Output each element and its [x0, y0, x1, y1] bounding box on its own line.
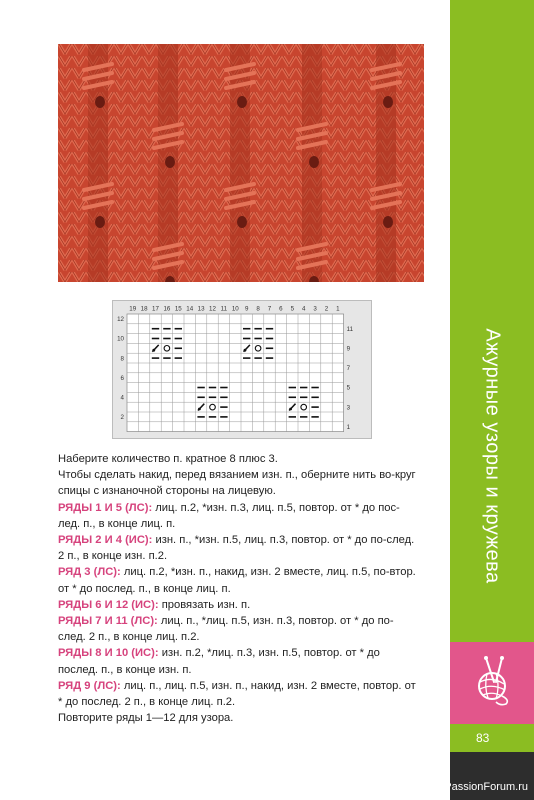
purl-dot-symbol [289, 408, 292, 411]
chart-column-number: 19 [129, 305, 137, 313]
chart-row-number: 9 [346, 345, 351, 353]
purl-rib [376, 44, 396, 282]
row-label: РЯДЫ 6 И 12 (ИС): [58, 598, 159, 611]
row-instruction-4 [58, 597, 418, 613]
row-text: изн. п., *изн. п.5, лиц. п.3, повтор. от * до по-след. 2 п., в конце изн. п.2. [58, 534, 415, 563]
chart-row-number: 2 [120, 414, 124, 422]
chart-row-number: 4 [120, 394, 124, 402]
chart-column-number: 17 [152, 305, 159, 313]
chart-column-numbers [129, 306, 340, 313]
chart-column-number: 3 [313, 305, 317, 313]
chart-row-numbers-right [347, 326, 354, 431]
row-label: РЯД 3 (ЛС): [58, 566, 121, 579]
chart-column-number: 12 [209, 305, 216, 313]
chapter-title: Ажурные узоры и кружева [481, 328, 504, 584]
watermark-text: PassionForum.ru [444, 781, 528, 793]
chart-row-number: 11 [346, 325, 354, 333]
intro-line-2: Чтобы сделать накид, перед вязанием изн. п., оберните нить во-круг спицы с изнаночной стороны на лицевую. [58, 469, 416, 498]
row-instruction-7 [58, 678, 418, 710]
purl-dot-symbol [244, 349, 247, 352]
chart-column-number: 1 [336, 305, 340, 313]
chart-row-number: 6 [120, 374, 124, 382]
row-text: провязать изн. п. [158, 598, 251, 611]
row-instruction-5 [58, 613, 418, 645]
purl-rib [230, 44, 250, 282]
chart-column-number: 8 [256, 305, 260, 313]
chapter-sidebar [450, 0, 534, 800]
row-text: изн. п.2, *лиц. п.3, изн. п.5, повтор. от * до послед. п., в конце изн. п. [58, 647, 380, 676]
chart-column-number: 6 [279, 305, 283, 313]
chart-row-number: 10 [117, 335, 124, 343]
row-text: лиц. п., лиц. п.5, изн. п., накид, изн. 2 вместе, повтор. от * до послед. 2 п., в конце лиц. п.2. [58, 679, 416, 709]
sidebar-page-band [450, 724, 534, 752]
outro-line: Повторите ряды 1—12 для узора. [58, 712, 234, 725]
chart-row-number: 1 [346, 423, 351, 431]
row-label: РЯДЫ 2 И 4 (ИС): [58, 534, 153, 547]
chart-column-number: 15 [174, 305, 182, 313]
row-label: РЯДЫ 1 И 5 (ЛС): [58, 501, 153, 514]
row-text: лиц. п.2, *изн. п., накид, изн. 2 вместе, лиц. п.5, по-втор. от * до послед. п., в конце лиц. п. [58, 566, 416, 595]
page-number: 83 [476, 731, 490, 745]
row-label: РЯД 9 (ЛС): [58, 679, 121, 692]
knitted-lace-swatch-photo [58, 44, 424, 282]
purl-dot-symbol [152, 349, 155, 352]
chart-column-number: 5 [290, 305, 295, 313]
purl-rib [88, 44, 108, 282]
chart-column-number: 7 [267, 305, 272, 313]
yarn-ball-icon [472, 656, 514, 706]
chart-row-numbers-left [117, 316, 124, 421]
knitting-chart [112, 300, 372, 439]
chart-column-number: 14 [186, 305, 194, 313]
chart-row-number: 7 [346, 365, 351, 373]
row-instruction-3 [58, 564, 418, 596]
chart-column-number: 10 [231, 305, 239, 313]
chart-column-number: 11 [220, 305, 228, 313]
row-instruction-1 [58, 500, 418, 532]
chart-column-number: 13 [197, 305, 205, 313]
chart-column-number: 4 [301, 305, 306, 313]
intro-line-1: Наберите количество п. кратное 8 плюс 3. [58, 453, 278, 465]
chart-column-number: 9 [244, 305, 249, 313]
pattern-instructions [58, 451, 418, 726]
row-text: лиц. п.2, *изн. п.3, лиц. п.5, повтор. от * до пос-лед. п., в конце лиц. п. [58, 501, 400, 530]
row-label: РЯДЫ 8 И 10 (ИС): [58, 647, 159, 660]
chart-column-number: 2 [324, 305, 329, 313]
chart-row-number: 8 [120, 355, 124, 363]
purl-dot-symbol [198, 408, 201, 411]
chart-row-number: 12 [117, 316, 124, 324]
chart-row-number: 5 [346, 384, 351, 392]
row-text: лиц. п., *лиц. п.5, изн. п.3, повтор. от * до по-след. 2 п., в конце лиц. п.2. [58, 615, 394, 644]
chart-column-number: 16 [163, 305, 171, 313]
chart-column-number: 18 [140, 305, 148, 313]
row-label: РЯДЫ 7 И 11 (ЛС): [58, 615, 158, 628]
chart-row-number: 3 [346, 404, 351, 412]
row-instruction-2 [58, 532, 418, 564]
row-instruction-6 [58, 645, 418, 677]
